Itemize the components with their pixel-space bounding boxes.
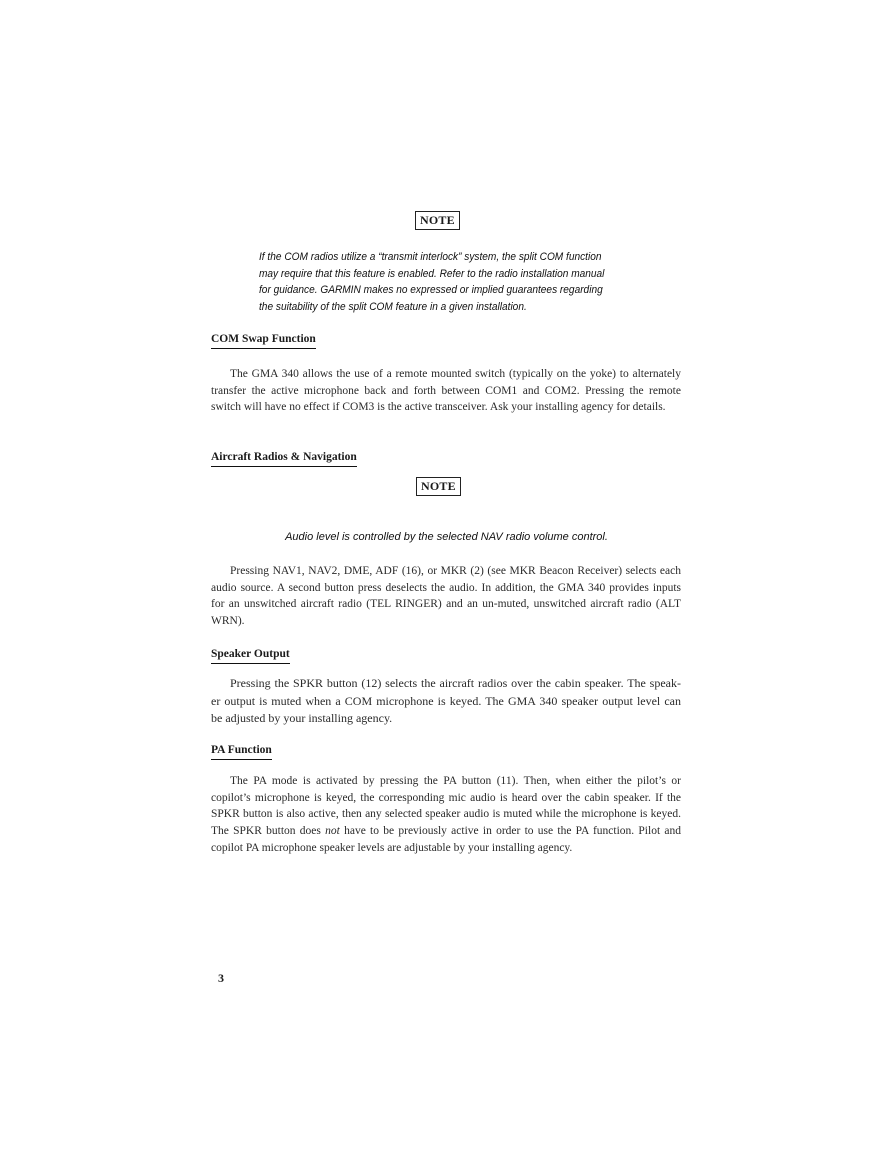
paragraph-line: copilot PA microphone speaker levels are adjustable by your installing agency. — [211, 841, 573, 854]
paragraph-line: The GMA 340 allows the use of a remote mounted switch (typically on the yoke) to alternately — [230, 368, 681, 380]
paragraph-line: be adjusted by your installing agency. — [211, 711, 393, 726]
paragraph-line: transfer the active microphone back and forth between COM1 and COM2. Pressing the remote — [211, 384, 681, 397]
note-line: for guidance. GARMIN makes no expressed or implied guarantees regarding — [259, 284, 603, 296]
paragraph-line: audio source. A second button press deselects the audio. In addition, the GMA 340 provides inputs — [211, 581, 681, 594]
page-number: 3 — [218, 971, 224, 985]
note-line: may require that this feature is enabled. Refer to the radio installation manual — [259, 267, 605, 280]
paragraph-line: switch will have no effect if COM3 is the active transceiver. Ask your installing agency for details. — [211, 401, 666, 414]
heading-com-swap: COM Swap Function — [211, 332, 316, 349]
paragraph-line: copilot’s microphone is keyed, the corresponding mic audio is heard over the cabin speaker. If the — [211, 791, 681, 804]
heading-speaker-output: Speaker Output — [211, 647, 290, 664]
paragraph-line: WRN). — [211, 615, 245, 628]
heading-pa-function: PA Function — [211, 743, 272, 760]
note-line: the suitability of the split COM feature in a given installation. — [259, 300, 527, 313]
paragraph-com-swap — [211, 366, 681, 416]
note-line: If the COM radios utilize a “transmit interlock” system, the split COM function — [259, 251, 602, 263]
paragraph-line — [211, 823, 681, 840]
paragraph-aircraft-radios — [211, 563, 681, 630]
note-label-1: NOTE — [415, 211, 460, 230]
paragraph-line: The PA mode is activated by pressing the PA button (11). Then, when either the pilot’s or — [230, 775, 681, 787]
heading-aircraft-radios: Aircraft Radios & Navigation — [211, 450, 357, 467]
note-label-2: NOTE — [416, 477, 461, 496]
emphasis-text: not — [325, 825, 340, 838]
paragraph-line: SPKR button is also active, then any selected speaker audio is muted while the microphone is keyed. — [211, 808, 681, 821]
paragraph-pa-function — [211, 773, 681, 857]
text-run: have to be previously active in order to use the PA function. Pilot and — [339, 825, 681, 838]
note-text-1 — [259, 249, 604, 315]
paragraph-line: Pressing NAV1, NAV2, DME, ADF (16), or MKR (2) (see MKR Beacon Receiver) selects each — [230, 565, 681, 577]
paragraph-line: for an unswitched aircraft radio (TEL RINGER) and an un-muted, unswitched aircraft radio (ALT — [211, 598, 681, 611]
paragraph-line: er output is muted when a COM microphone is keyed. The GMA 340 speaker output level can — [211, 693, 681, 708]
text-run: The SPKR button does — [211, 825, 326, 838]
paragraph-speaker-output — [211, 675, 681, 728]
paragraph-line: Pressing the SPKR button (12) selects the aircraft radios over the cabin speaker. The speak- — [230, 676, 681, 690]
note-text-2: Audio level is controlled by the selected NAV radio volume control. — [285, 531, 608, 543]
